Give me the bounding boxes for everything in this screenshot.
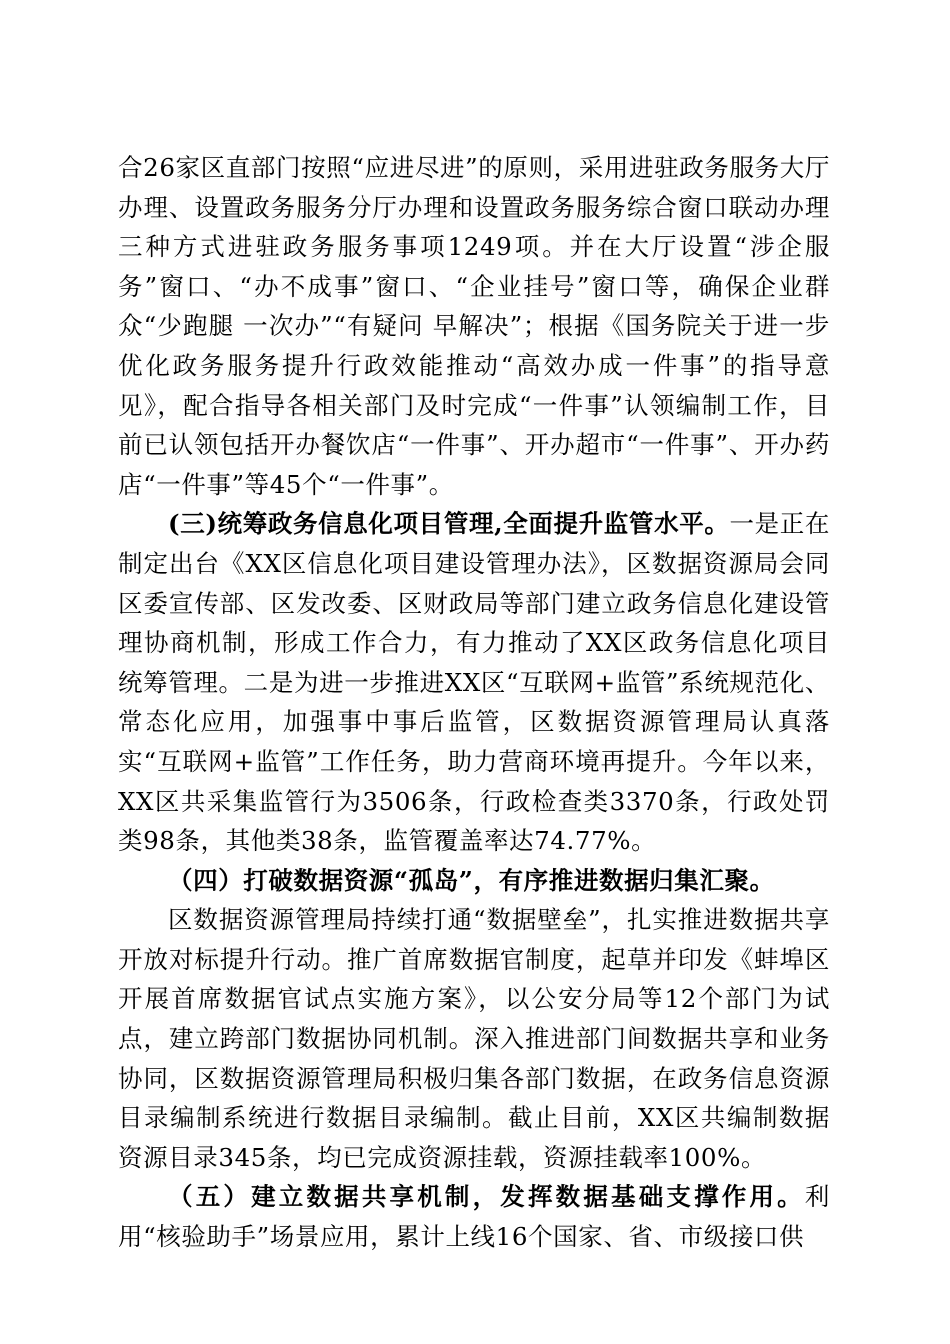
paragraph-text: 一是正在制定出台《XX区信息化项目建设管理办法》，区数据资源局会同区委宣传部、区发改委、区财政局等部门建立政务信息化建设管理协商机制，形成工作合力，有力推动了XX区政务信息化项目统筹管理。二是为进一步推进XX区“互联网+监管”系统规范化、常态化应用，加强事中事后监管，区数据资源管理局认真落实“互联网+监管”工作任务，助力营商环境再提升。今年以来，XX区共采集监管行为3506条，行政检查类3370条，行政处罚类98条，其他类38条，监管覆盖率达74.77%。 <box>118 509 830 856</box>
body-text <box>118 148 830 1257</box>
paragraph-section-4 <box>118 861 830 901</box>
paragraph-data-sharing <box>118 900 830 1177</box>
section-5-heading: （五）建立数据共享机制，发挥数据基础支撑作用。 <box>168 1182 805 1212</box>
paragraph-section-3 <box>118 504 830 860</box>
paragraph-section-5 <box>118 1177 830 1256</box>
paragraph-text: 合26家区直部门按照“应进尽进”的原则，采用进驻政务服务大厅办理、设置政务服务分厅办理和设置政务服务综合窗口联动办理三种方式进驻政务服务事项1249项。并在大厅设置“涉企服务”窗口、“办不成事”窗口、“企业挂号”窗口等，确保企业群众“少跑腿 一次办”“有疑问 早解决”；根据《国务院关于进一步优化政务服务提升行政效能推动“高效办成一件事”的指导意见》，配合指导各相关部门及时完成“一件事”认领编制工作，目前已认领包括开办餐饮店“一件事”、开办超市“一件事”、开办药店“一件事”等45个“一件事”。 <box>118 153 830 499</box>
paragraph-continuation <box>118 148 830 504</box>
paragraph-text: 区数据资源管理局持续打通“数据壁垒”，扎实推进数据共享开放对标提升行动。推广首席数据官制度，起草并印发《蚌埠区开展首席数据官试点实施方案》，以公安分局等12个部门为试点，建立跨部门数据协同机制。深入推进部门间数据共享和业务协同，区数据资源管理局积极归集各部门数据，在政务信息资源目录编制系统进行数据目录编制。截止目前，XX区共编制数据资源目录345条，均已完成资源挂载，资源挂载率100%。 <box>118 905 830 1172</box>
section-3-heading: (三)统筹政务信息化项目管理,全面提升监管水平。 <box>168 509 730 539</box>
section-4-heading: （四）打破数据资源“孤岛”，有序推进数据归集汇聚。 <box>168 865 775 895</box>
paragraph-text: 利用“核验助手”场景应用，累计上线16个国家、省、市级接口供 <box>118 1182 830 1252</box>
